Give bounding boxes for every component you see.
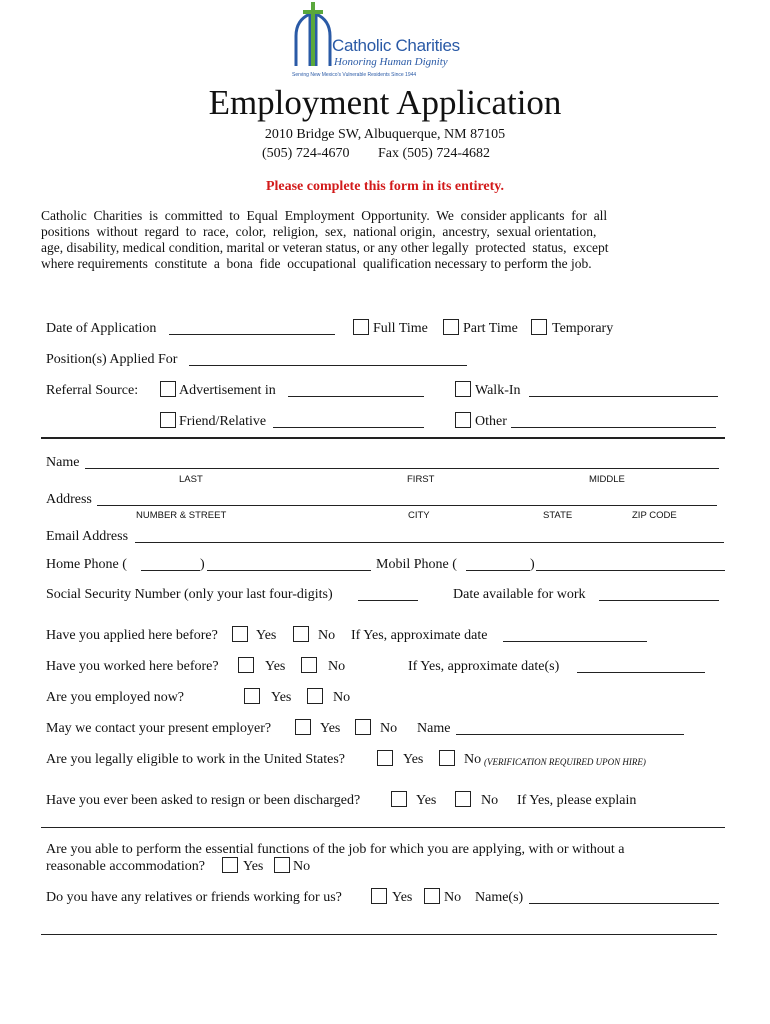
- section-divider: [41, 437, 725, 439]
- worked-no-label: No: [328, 659, 346, 674]
- available-label: Date available for work: [453, 587, 586, 602]
- eeo-statement: [41, 208, 731, 272]
- friend-relative-label: Friend/Relative: [179, 414, 267, 429]
- available-field[interactable]: [599, 600, 719, 601]
- applied-no-label: No: [318, 628, 336, 643]
- contact-no-checkbox[interactable]: [355, 719, 371, 735]
- temporary-label: Temporary: [552, 321, 614, 336]
- first-name-caption: FIRST: [407, 474, 435, 485]
- eligible-yes-label: Yes: [403, 752, 424, 767]
- full-time-label: Full Time: [373, 321, 428, 336]
- address-field[interactable]: [97, 505, 717, 506]
- eligible-no-label: No: [464, 752, 482, 767]
- email-field[interactable]: [135, 542, 724, 543]
- advertisement-checkbox[interactable]: [160, 381, 176, 397]
- page-title: Employment Application: [208, 83, 562, 122]
- zip-caption: ZIP CODE: [632, 510, 677, 521]
- applied-if-label: If Yes, approximate date: [351, 628, 488, 643]
- applied-yes-checkbox[interactable]: [232, 626, 248, 642]
- other-label: Other: [475, 414, 507, 429]
- mobil-phone-label: Mobil Phone (: [376, 557, 457, 572]
- date-of-application-label: Date of Application: [46, 321, 157, 336]
- employed-yes-label: Yes: [271, 690, 292, 705]
- resign-no-label: No: [481, 793, 499, 808]
- eligible-label: Are you legally eligible to work in the United States?: [46, 752, 345, 767]
- office-phone: (505) 724-4670: [262, 146, 350, 161]
- address-label: Address: [46, 492, 92, 507]
- relatives-yes-label: Yes: [392, 890, 413, 905]
- eeo-line: Catholic Charities is committed to Equal Employment Opportunity. We consider applicants for all: [41, 208, 608, 223]
- contact-employer-label: May we contact your present employer?: [46, 721, 272, 736]
- worked-yes-checkbox[interactable]: [238, 657, 254, 673]
- logo: [290, 2, 490, 80]
- logo-name: Catholic Charities: [332, 36, 460, 55]
- relatives-yes-checkbox[interactable]: [371, 888, 387, 904]
- friend-relative-field[interactable]: [273, 427, 424, 428]
- eligible-yes-checkbox[interactable]: [377, 750, 393, 766]
- other-checkbox[interactable]: [455, 412, 471, 428]
- email-label: Email Address: [46, 529, 129, 544]
- worked-yes-label: Yes: [265, 659, 286, 674]
- contact-yes-checkbox[interactable]: [295, 719, 311, 735]
- employed-yes-checkbox[interactable]: [244, 688, 260, 704]
- position-label: Position(s) Applied For: [46, 352, 178, 367]
- perform-functions-label-2: reasonable accommodation?: [46, 859, 205, 874]
- perform-no-checkbox[interactable]: [274, 857, 290, 873]
- verification-note: (VERIFICATION REQUIRED UPON HIRE): [484, 757, 646, 767]
- relatives-names-label: Name(s): [475, 890, 524, 905]
- street-caption: NUMBER & STREET: [136, 510, 227, 521]
- resign-if-label: If Yes, please explain: [517, 793, 637, 808]
- contact-yes-label: Yes: [320, 721, 341, 736]
- relatives-no-label: No: [444, 890, 462, 905]
- mobil-phone-field[interactable]: [536, 570, 725, 571]
- mobil-phone-paren: ): [530, 557, 535, 572]
- perform-yes-label: Yes: [243, 859, 264, 874]
- referral-source-label: Referral Source:: [46, 383, 139, 398]
- home-phone-area-field[interactable]: [141, 570, 200, 571]
- walk-in-label: Walk-In: [475, 383, 521, 398]
- contact-name-field[interactable]: [456, 734, 684, 735]
- employed-now-label: Are you employed now?: [46, 690, 185, 705]
- logo-subline: Serving New Mexico's Vulnerable Residents Since 1944: [292, 72, 417, 78]
- employed-no-checkbox[interactable]: [307, 688, 323, 704]
- walk-in-field[interactable]: [529, 396, 718, 397]
- perform-functions-label: Are you able to perform the essential functions of the job for which you are applying, with or without a: [46, 842, 625, 857]
- resign-yes-label: Yes: [416, 793, 437, 808]
- last-name-caption: LAST: [179, 474, 203, 485]
- relatives-names-field[interactable]: [529, 903, 719, 904]
- office-fax: Fax (505) 724-4682: [378, 146, 490, 161]
- worked-date-field[interactable]: [577, 672, 705, 673]
- part-time-label: Part Time: [463, 321, 518, 336]
- home-phone-field[interactable]: [207, 570, 371, 571]
- mobil-phone-area-field[interactable]: [466, 570, 530, 571]
- resign-yes-checkbox[interactable]: [391, 791, 407, 807]
- position-field[interactable]: [189, 365, 467, 366]
- name-field[interactable]: [85, 468, 719, 469]
- applied-date-field[interactable]: [503, 641, 647, 642]
- worked-if-label: If Yes, approximate date(s): [408, 659, 560, 674]
- relatives-no-checkbox[interactable]: [424, 888, 440, 904]
- temporary-checkbox[interactable]: [531, 319, 547, 335]
- complete-notice: Please complete this form in its entirety.: [265, 179, 505, 194]
- eeo-line: positions without regard to race, color, religion, sex, national origin, ancestry, sexual orientation,: [41, 224, 597, 239]
- name-label: Name: [46, 455, 80, 470]
- advertisement-field[interactable]: [288, 396, 424, 397]
- resign-label: Have you ever been asked to resign or been discharged?: [46, 793, 361, 808]
- relatives-extra-field[interactable]: [41, 934, 717, 935]
- eligible-no-checkbox[interactable]: [439, 750, 455, 766]
- contact-name-label: Name: [417, 721, 451, 736]
- part-time-checkbox[interactable]: [443, 319, 459, 335]
- perform-no-label: No: [293, 859, 311, 874]
- worked-no-checkbox[interactable]: [301, 657, 317, 673]
- applied-no-checkbox[interactable]: [293, 626, 309, 642]
- ssn-field[interactable]: [358, 600, 418, 601]
- city-caption: CITY: [408, 510, 430, 521]
- state-caption: STATE: [543, 510, 573, 521]
- contact-no-label: No: [380, 721, 398, 736]
- applied-before-label: Have you applied here before?: [46, 628, 218, 643]
- home-phone-paren: ): [200, 557, 205, 572]
- middle-name-caption: MIDDLE: [589, 474, 625, 485]
- advertisement-label: Advertisement in: [179, 383, 276, 398]
- full-time-checkbox[interactable]: [353, 319, 369, 335]
- applied-yes-label: Yes: [256, 628, 277, 643]
- date-of-application-field[interactable]: [169, 334, 335, 335]
- walk-in-checkbox[interactable]: [455, 381, 471, 397]
- logo-tagline: Honoring Human Dignity: [334, 56, 448, 68]
- resign-explain-field[interactable]: [41, 827, 725, 828]
- eeo-line: where requirements constitute a bona fide occupational qualification necessary to perform the job.: [41, 256, 592, 271]
- relatives-label: Do you have any relatives or friends working for us?: [46, 890, 342, 905]
- perform-yes-checkbox[interactable]: [222, 857, 238, 873]
- other-field[interactable]: [511, 427, 716, 428]
- eeo-line: age, disability, medical condition, marital or veteran status, or any other legally protected status, except: [41, 240, 609, 255]
- catholic-charities-logo-icon: [292, 2, 334, 68]
- friend-relative-checkbox[interactable]: [160, 412, 176, 428]
- worked-before-label: Have you worked here before?: [46, 659, 219, 674]
- employed-no-label: No: [333, 690, 351, 705]
- home-phone-label: Home Phone (: [46, 557, 127, 572]
- resign-no-checkbox[interactable]: [455, 791, 471, 807]
- ssn-label: Social Security Number (only your last four-digits): [46, 587, 333, 602]
- office-address: 2010 Bridge SW, Albuquerque, NM 87105: [264, 127, 506, 142]
